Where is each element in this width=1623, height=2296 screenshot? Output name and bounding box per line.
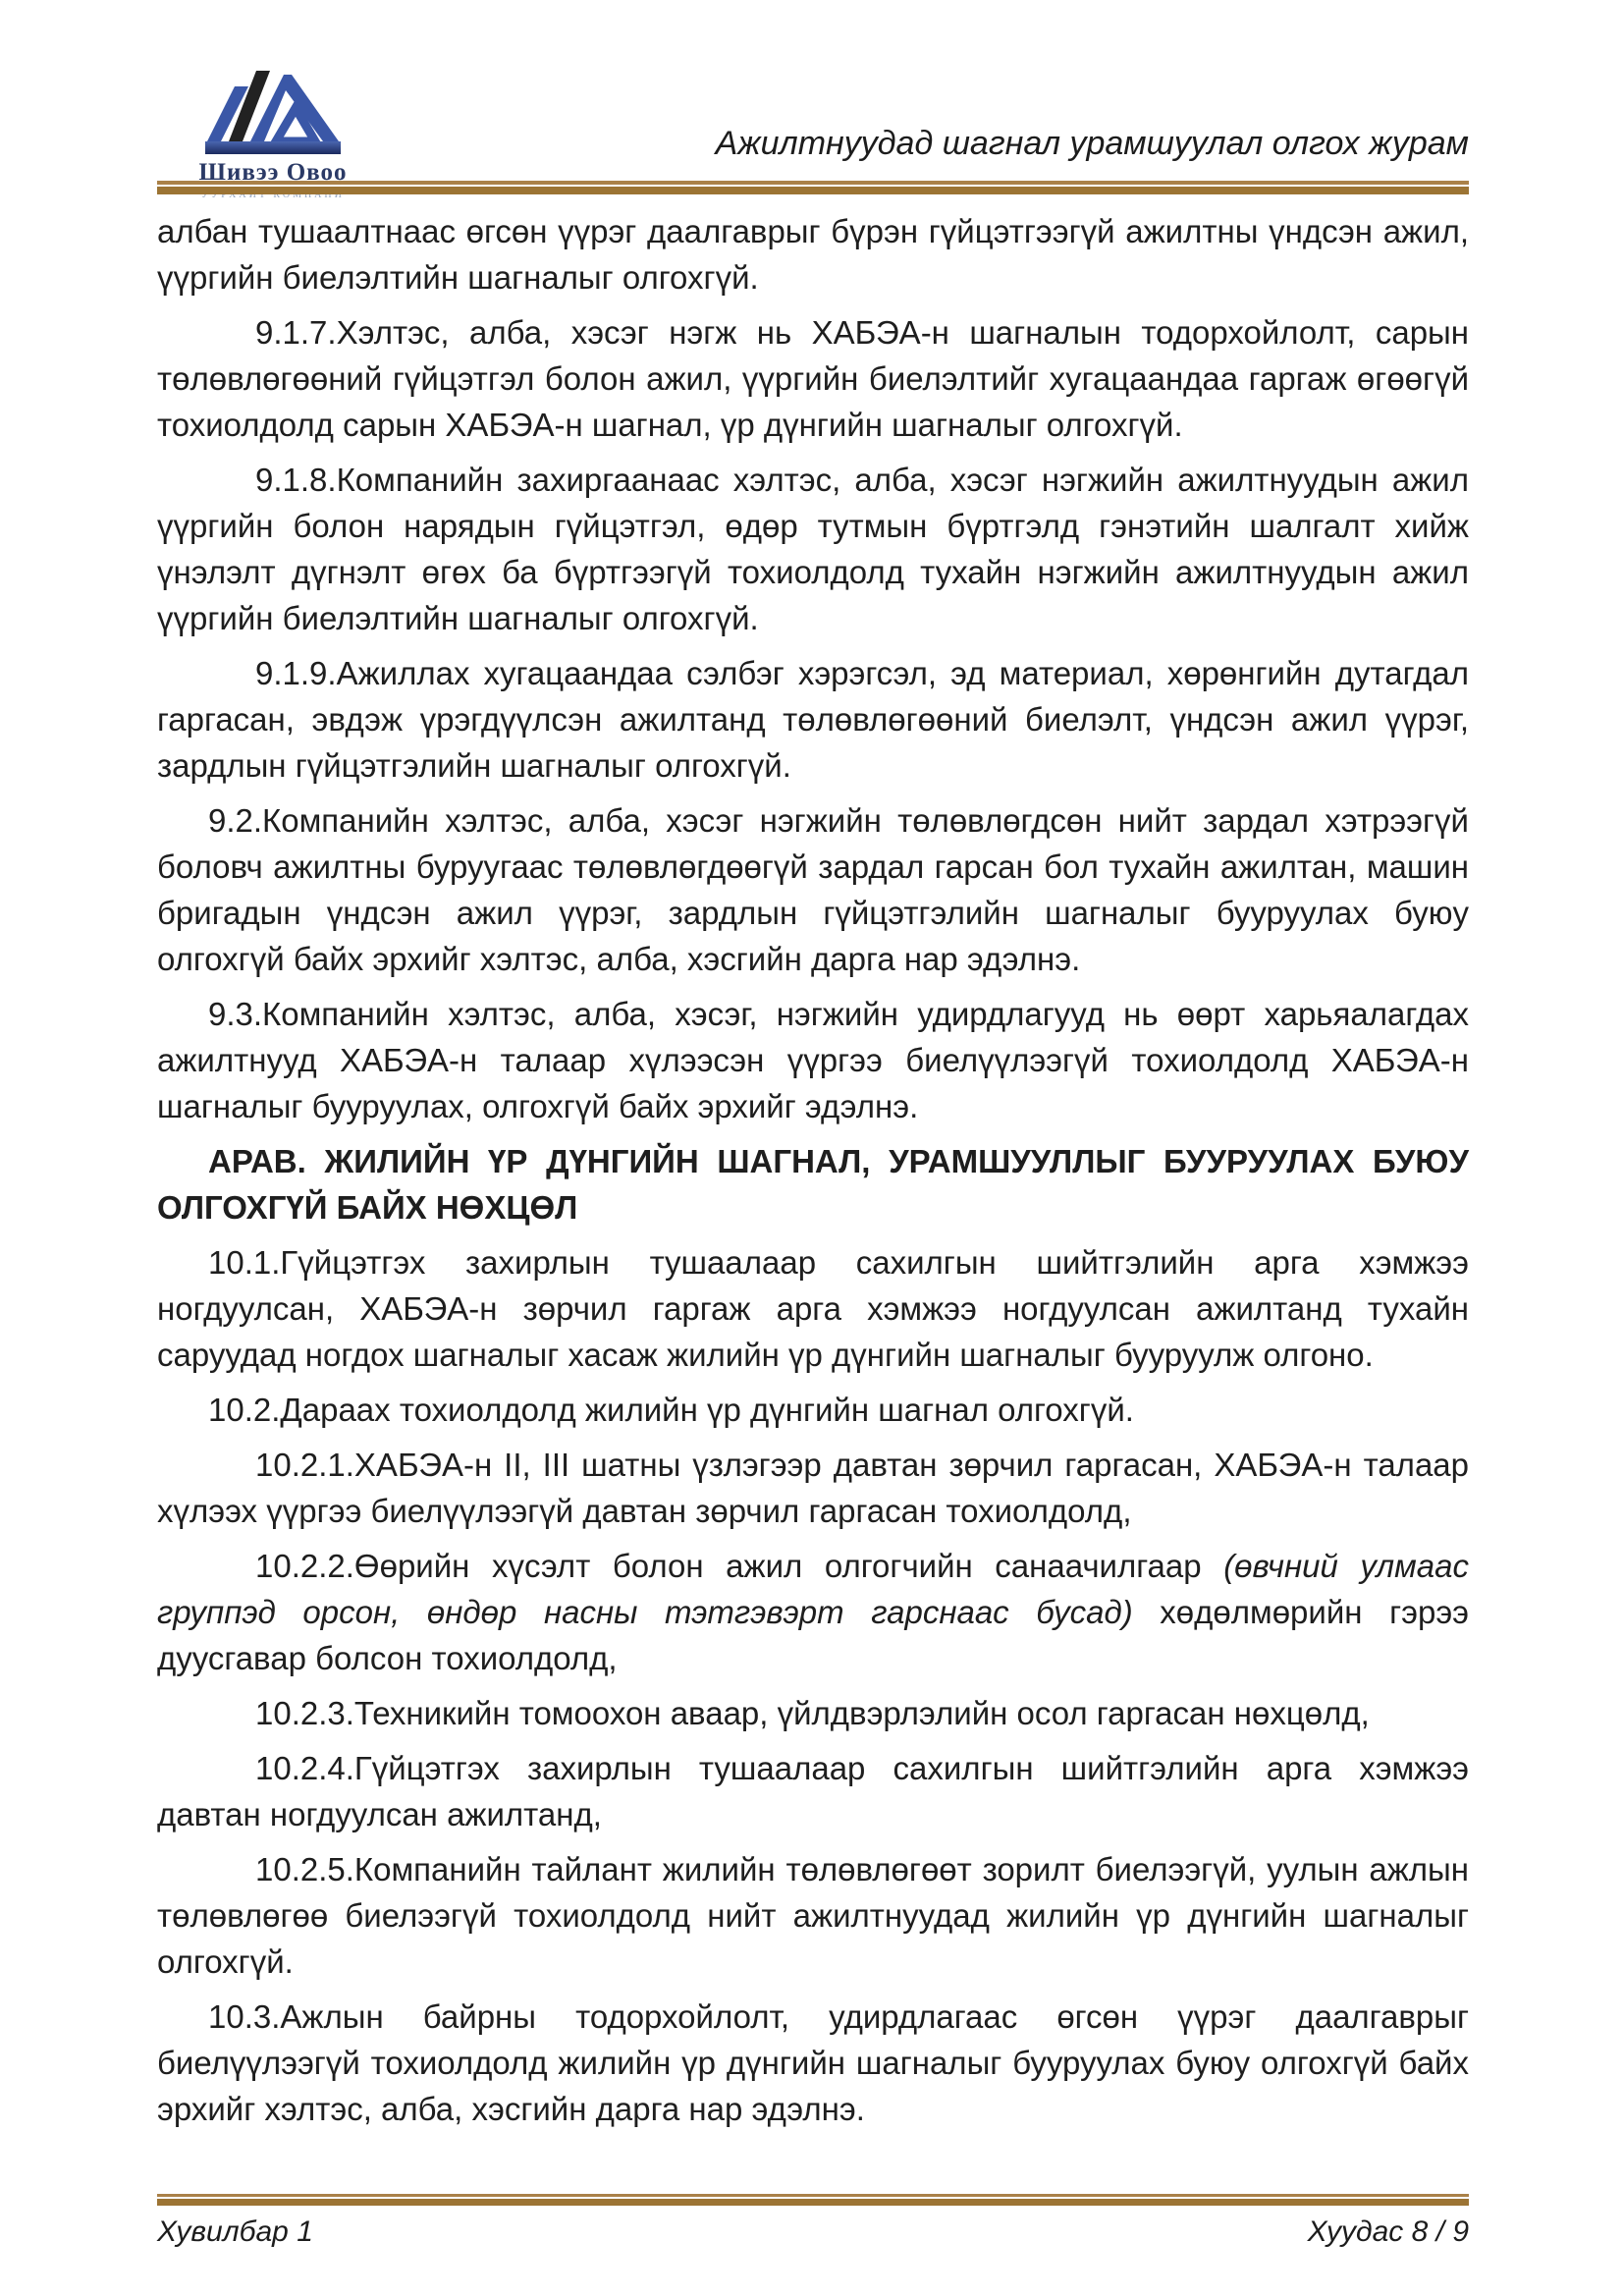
paragraph: 10.2.1.ХАБЭА-н II, III шатны үзлэгээр давтан зөрчил гаргасан, ХАБЭА-н талаар хүлээх үүргээ биелүүлээгүй давтан зөрчил гаргасан тохиолдолд,	[157, 1447, 1469, 1529]
paragraph: 9.2.Компанийн хэлтэс, алба, хэсэг нэгжийн төлөвлөгдсөн нийт зардал хэтрээгүй боловч ажилтны буруугаас төлөвлөгдөөгүй зардал гарсан бол тухайн ажилтан, машин бригадын үндсэн ажил үүрэг, зардлын гүйцэтгэлийн шагналыг бууруулах буюу олгохгүй байх эрхийг хэлтэс, алба, хэсгийн дарга нар эдэлнэ.	[157, 802, 1469, 977]
paragraph: 10.3.Ажлын байрны тодорхойлолт, удирдлагаас өгсөн үүрэг даалгаврыг биелүүлээгүй тохиолдолд жилийн үр дүнгийн шагналыг бууруулах буюу олгохгүй байх эрхийг хэлтэс, алба, хэсгийн дарга нар эдэлнэ.	[157, 1998, 1469, 2127]
document-title: Ажилтнуудад шагнал урамшуулал олгох журам	[715, 125, 1469, 162]
paragraph: 10.2.5.Компанийн тайлант жилийн төлөвлөгөөт зорилт биелээгүй, уулын ажлын төлөвлөгөө биелээгүй тохиолдолд нийт ажилтнуудад жилийн үр дүнгийн шагналыг олгохгүй.	[157, 1851, 1469, 1980]
paragraph: 10.2.3.Техникийн томоохон аваар, үйлдвэрлэлийн осол гаргасан нөхцөлд,	[255, 1695, 1370, 1731]
paragraph: 10.2.Дараах тохиолдолд жилийн үр дүнгийн шагнал олгохгүй.	[208, 1392, 1134, 1428]
paragraph: 10.2.2.Өөрийн хүсэлт болон ажил олгогчийн санаачилгаар (өвчний улмаас группэд орсон, өндөр насны тэтгэвэрт гарснаас бусад) хөдөлмөрийн гэрээ дуусгавар болсон тохиолдолд,	[157, 1548, 1469, 1676]
mountain-logo-icon	[199, 61, 347, 157]
page-header	[157, 55, 1469, 200]
header-rule	[157, 181, 1469, 194]
company-subtitle: УУРХАЙТ КОМПАНИ	[201, 190, 345, 200]
footer-rule	[157, 2194, 1469, 2206]
paragraph: 10.2.4.Гүйцэтгэх захирлын тушаалаар сахилгын шийтгэлийн арга хэмжээ давтан ногдуулсан ажилтанд,	[157, 1750, 1469, 1832]
paragraph: 9.1.7.Хэлтэс, алба, хэсэг нэгж нь ХАБЭА-н шагналын тодорхойлолт, сарын төлөвлөгөөний гүйцэтгэл болон ажил, үүргийн биелэлтийг хугацаандаа гаргаж өгөөгүй тохиолдолд сарын ХАБЭА-н шагнал, үр дүнгийн шагналыг олгохгүй.	[157, 314, 1469, 443]
page-footer	[157, 2194, 1469, 2249]
company-name: Шивээ Овоо	[198, 159, 348, 186]
paragraph: 9.1.8.Компанийн захиргаанаас хэлтэс, алба, хэсэг нэгжийн ажилтнуудын ажил үүргийн болон нарядын гүйцэтгэл, өдөр тутмын бүртгэлд гэнэтийн шалгалт хийж үнэлэлт дүгнэлт өгөх ба бүртгээгүй тохиолдолд тухайн нэгжийн ажилтнуудын ажил үүргийн биелэлтийн шагналыг олгохгүй.	[157, 462, 1469, 636]
paragraph: 9.3.Компанийн хэлтэс, алба, хэсэг, нэгжийн удирдлагууд нь өөрт харьяалагдах ажилтнууд ХАБЭА-н талаар хүлээсэн үүргээ биелүүлээгүй тохиолдолд ХАБЭА-н шагналыг бууруулах, олгохгүй байх эрхийг эдэлнэ.	[157, 996, 1469, 1124]
page-number-label: Хуудас 8 / 9	[1307, 2215, 1469, 2248]
paragraph: албан тушаалтнаас өгсөн үүрэг даалгаврыг бүрэн гүйцэтгээгүй ажилтны үндсэн ажил, үүргийн биелэлтийн шагналыг олгохгүй.	[157, 213, 1469, 296]
paragraph: 10.1.Гүйцэтгэх захирлын тушаалаар сахилгын шийтгэлийн арга хэмжээ ногдуулсан, ХАБЭА-н зөрчил гаргаж арга хэмжээ ногдуулсан ажилтанд тухайн саруудад ногдох шагналыг хасаж жилийн үр дүнгийн шагналыг бууруулж олгоно.	[157, 1244, 1469, 1373]
company-logo	[185, 61, 361, 200]
paragraph: 9.1.9.Ажиллах хугацаандаа сэлбэг хэрэгсэл, эд материал, хөрөнгийн дутагдал гаргасан, эвдэж үрэгдүүлсэн ажилтанд төлөвлөгөөний биелэлт, үндсэн ажил үүрэг, зардлын гүйцэтгэлийн шагналыг олгохгүй.	[157, 655, 1469, 784]
section-heading: АРАВ. ЖИЛИЙН ҮР ДҮНГИЙН ШАГНАЛ, УРАМШУУЛЛЫГ БУУРУУЛАХ БУЮУ ОЛГОХГҮЙ БАЙХ НӨХЦӨЛ	[157, 1143, 1469, 1226]
document-body	[157, 208, 1469, 2141]
version-label: Хувилбар 1	[157, 2215, 313, 2248]
